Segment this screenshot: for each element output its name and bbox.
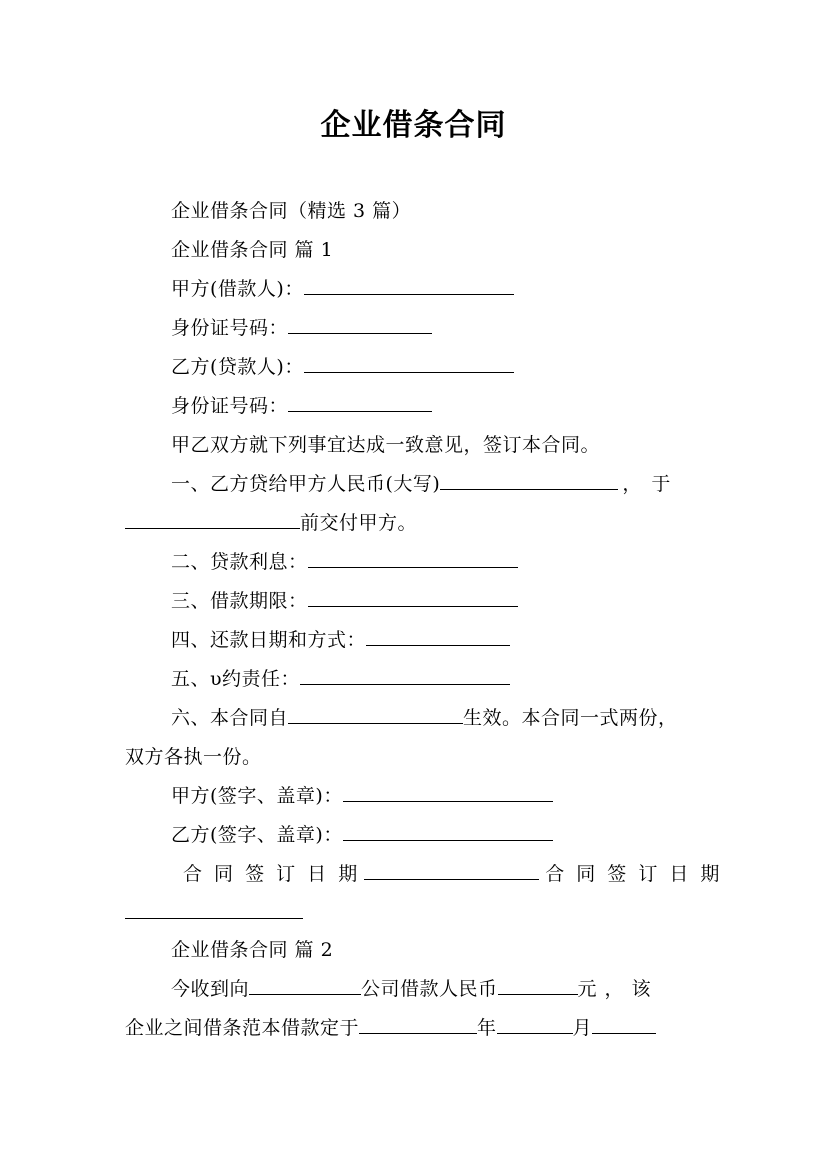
clause3-blank[interactable] (308, 584, 518, 607)
clause5-line (125, 660, 751, 699)
id-blank-1[interactable] (288, 311, 432, 334)
part1-heading-line (125, 231, 751, 270)
clause4-label: 四、还款日期和方式： (171, 629, 367, 651)
agreement-text: 甲乙双方就下列事宜达成一致意见，签订本合同。 (171, 434, 601, 456)
clause2-label: 二、贷款利息： (171, 551, 308, 573)
party-b-blank[interactable] (304, 350, 514, 373)
clause6-text-a: 六、本合同自 (171, 707, 289, 729)
clause1-date-blank[interactable] (125, 506, 300, 529)
clause1-amount-blank[interactable] (440, 467, 618, 490)
part2-line-2 (125, 1009, 705, 1048)
clause2-line (125, 543, 751, 582)
clause3-line (125, 582, 751, 621)
party-b-line (125, 348, 751, 387)
sign-b-line (125, 816, 751, 855)
clause4-line (125, 621, 751, 660)
agreement-line (125, 426, 751, 465)
day-blank[interactable] (592, 1011, 656, 1034)
date-cont-line (125, 894, 705, 933)
document-title: 企业借条合同 (320, 108, 507, 143)
date-label-2: 合 同 签 订 日 期 (545, 863, 723, 885)
clause2-blank[interactable] (308, 545, 518, 568)
clause6-line (125, 699, 751, 738)
id-blank-2[interactable] (288, 389, 432, 412)
party-a-line (125, 270, 751, 309)
sign-b-label: 乙方(签字、盖章)： (171, 824, 343, 846)
clause5-label: 五、υ约责任： (171, 668, 301, 690)
clause6-date-blank[interactable] (288, 701, 463, 724)
clause1-line (125, 465, 751, 504)
part2-text-e: 年 (477, 1017, 497, 1039)
company-blank[interactable] (249, 972, 361, 995)
sign-b-blank[interactable] (343, 818, 553, 841)
month-blank[interactable] (497, 1011, 573, 1034)
part2-text-c: 元，该 (577, 978, 659, 1000)
date-blank-1[interactable] (364, 857, 539, 880)
date-blank-2[interactable] (125, 896, 303, 919)
part2-text-b: 公司借款人民币 (361, 978, 498, 1000)
year-blank[interactable] (359, 1011, 477, 1034)
id-line-1 (125, 309, 751, 348)
part2-heading-line (125, 931, 751, 970)
clause1-text-c: 前交付甲方。 (300, 512, 418, 534)
clause5-blank[interactable] (300, 662, 510, 685)
part2-text-a: 今收到向 (171, 978, 250, 1000)
date-line (125, 855, 723, 894)
id-label-2: 身份证号码： (171, 395, 289, 417)
sign-a-line (125, 777, 751, 816)
part2-text-f: 月 (572, 1017, 593, 1039)
clause1-text-b: ，于 (622, 473, 681, 495)
id-line-2 (125, 387, 751, 426)
clause1-text-a: 一、乙方贷给甲方人民币(大写) (171, 473, 441, 495)
clause3-label: 三、借款期限： (171, 590, 308, 612)
clause1-cont-line (125, 504, 705, 543)
sign-a-blank[interactable] (343, 779, 553, 802)
amount-blank[interactable] (498, 972, 578, 995)
part2-text-d: 企业之间借条范本借款定于 (125, 1017, 360, 1039)
part2-line-1 (125, 970, 751, 1009)
date-label-1: 合 同 签 订 日 期 (183, 863, 361, 885)
clause6-cont-line (125, 738, 705, 777)
part1-heading: 企业借条合同 篇 1 (171, 239, 334, 261)
clause6-text-b: 生效。本合同一式两份， (463, 707, 678, 729)
id-label-1: 身份证号码： (171, 317, 289, 339)
party-a-blank[interactable] (304, 272, 514, 295)
clause4-blank[interactable] (366, 623, 510, 646)
clause6-text-c: 双方各执一份。 (125, 746, 262, 768)
party-a-label: 甲方(借款人)： (171, 278, 304, 300)
party-b-label: 乙方(贷款人)： (171, 356, 304, 378)
subtitle: 企业借条合同（精选 3 篇） (171, 200, 412, 222)
part2-heading: 企业借条合同 篇 2 (171, 939, 334, 961)
sign-a-label: 甲方(签字、盖章)： (171, 785, 343, 807)
subtitle-line (125, 192, 751, 231)
